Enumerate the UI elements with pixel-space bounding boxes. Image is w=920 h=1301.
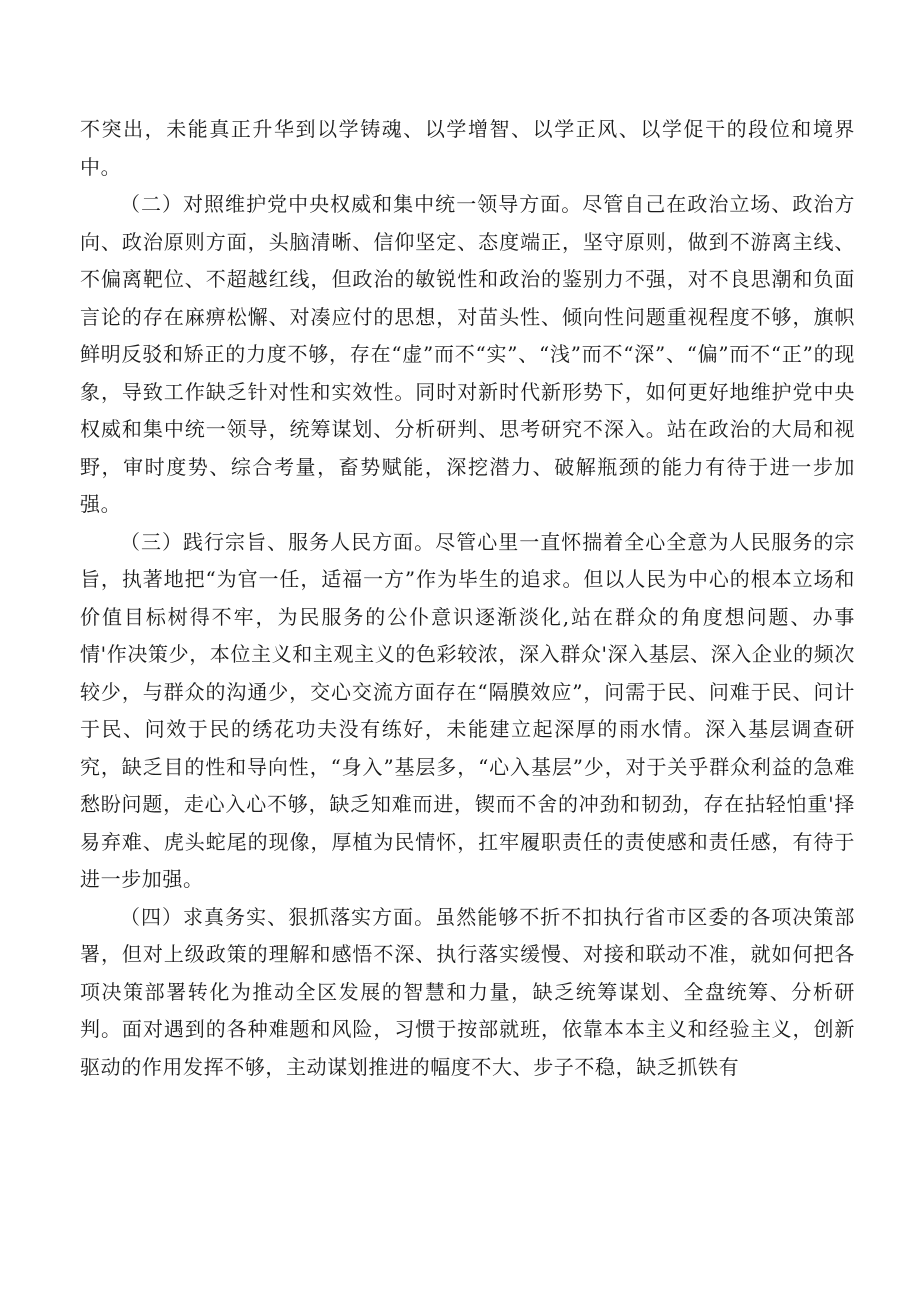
paragraph-section-2: （二）对照维护党中央权威和集中统一领导方面。尽管自己在政治立场、政治方向、政治原则方面，头脑清晰、信仰坚定、态度端正，坚守原则，做到不游离主线、不偏离靶位、不超越红线，但政治的敏锐性和政治的鉴别力不强，对不良思潮和负面言论的存在麻痹松懈、对凑应付的思想，对苗头性、倾向性问题重视程度不够，旗帜鲜明反驳和矫正的力度不够，存在“虚”而不“实”、“浅”而不“深”、“偏”而不“正”的现象，导致工作缺乏针对性和实效性。同时对新时代新形势下，如何更好地维护党中央权威和集中统一领导，统筹谋划、分析研判、思考研究不深入。站在政治的大局和视野，审时度势、综合考量，畜势赋能，深挖潜力、破解瓶颈的能力有待于进一步加强。 xyxy=(80,192,855,516)
paragraph-continuation: 不突出，未能真正升华到以学铸魂、以学增智、以学正风、以学促干的段位和境界中。 xyxy=(80,117,855,179)
paragraph-section-4: （四）求真务实、狠抓落实方面。虽然能够不折不扣执行省市区委的各项决策部署，但对上级政策的理解和感悟不深、执行落实缓慢、对接和联动不准，就如何把各项决策部署转化为推动全区发展的智慧和力量，缺乏统筹谋划、全盘统筹、分析研判。面对遇到的各种难题和风险，习惯于按部就班，依靠本本主义和经验主义，创新驱动的作用发挥不够，主动谋划推进的幅度不大、步子不稳，缺乏抓铁有 xyxy=(80,904,855,1079)
paragraph-section-3: （三）践行宗旨、服务人民方面。尽管心里一直怀揣着全心全意为人民服务的宗旨，执著地把“为官一任，适福一方”作为毕生的追求。但以人民为中心的根本立场和价值目标树得不牢，为民服务的公仆意识逐渐淡化,站在群众的角度想问题、办事情'作决策少，本位主义和主观主义的色彩较浓，深入群众'深入基层、深入企业的频次较少，与群众的沟通少，交心交流方面存在“隔膜效应”，问需于民、问难于民、问计于民、问效于民的绣花功夫没有练好，未能建立起深厚的雨水情。深入基层调查研究，缺乏目的性和导向性，“身入”基层多，“心入基层”少，对于关乎群众利益的急难愁盼问题，走心入心不够，缺乏知难而进，锲而不舍的冲劲和韧劲，存在拈轻怕重'择易弃难、虎头蛇尾的现像，厚植为民情怀，扛牢履职责任的责使感和责任感，有待于进一步加强。 xyxy=(80,529,855,891)
document-body xyxy=(80,111,855,1086)
